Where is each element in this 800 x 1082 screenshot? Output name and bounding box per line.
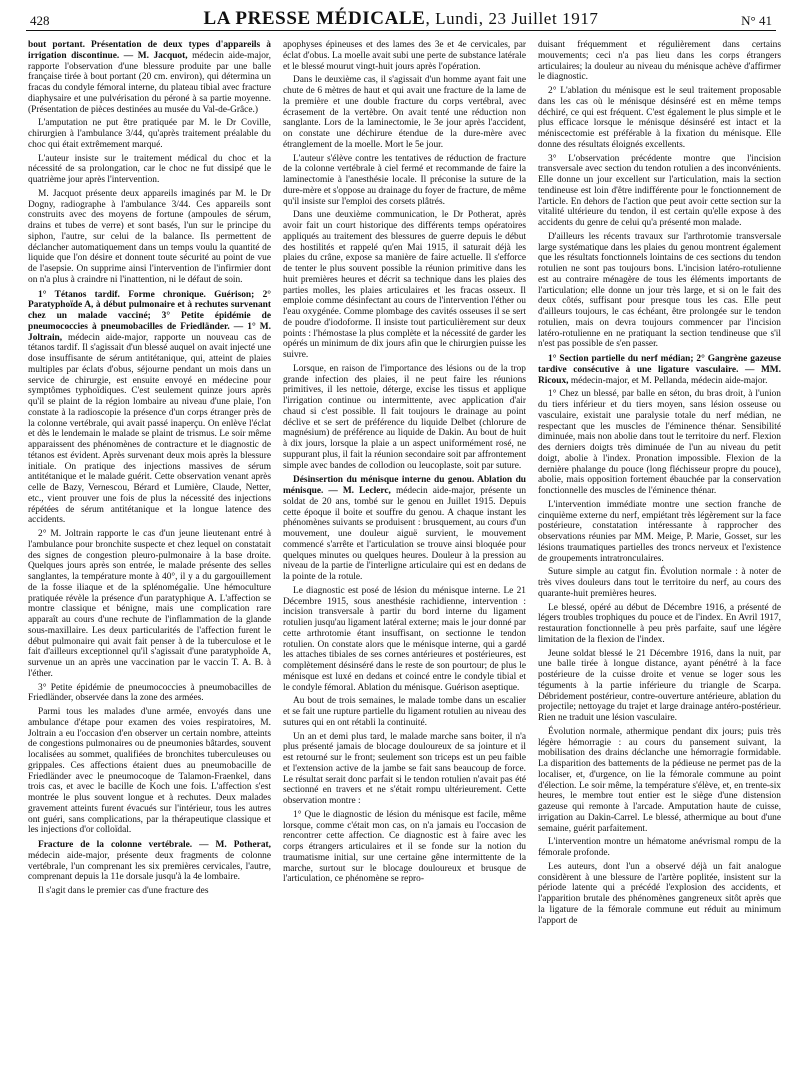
paragraph: Dans le deuxième cas, il s'agissait d'un homme ayant fait une chute de 6 mètres de haut et qui avait une fracture de la lame de la première et une double fracture du corps vertébral, avec écrasement de la vertèbre. On avait tenté une réduction non sanglante. Lors de la laminectomie, le 3e jour après l'accident, on constate une déchirure étendue de la dure-mère avec étranglement de la moelle. Mort le 5e jour. — [283, 75, 526, 150]
paragraph: L'intervention montre un hématome anévrismal rompu de la fémorale profonde. — [538, 837, 781, 858]
issue-date: , Lundi, 23 Juillet 1917 — [425, 9, 599, 28]
paragraph: 1° Tétanos tardif. Forme chronique. Guérison; 2° Paratyphoïde A, à début pulmonaire et à rechutes survenant chez un malade vacciné; 3° Petite épidémie de pneumococcies à pneumobacilles de Friedländer. — 1° M. Joltrain, médecin aide-major, rapporte un nouveau cas de tétanos tardif. Il s'agissait d'un blessé auquel on avait injecté une dose insuffisante de sérum antitétanique, qui, atteint de plaies multiples par éclats d'obus, séjourne pendant un mois dans un service de chirurgie, est ensuite envoyé en médecine pour symptômes typhoïdiques. C'est seulement quinze jours après qu'il se plaint de la région lombaire au niveau d'une plaie, l'on constate à la radioscopie la présence d'un corps étranger près de la colonne vertébrale, qui avait passé inaperçu. On enlève l'éclat et dès le lendemain le malade se plaint de trismus. Le soir même apparaissent des phénomènes de contracture et le diagnostic de tétanos est évident. Après survenant deux mois après la blessure initiale. On pratique des injections massives de sérum antitétanique et le malade guérit. Cette observation venant après celle de Bazy, Vernescou, Bérard et Lumière, Claude, Netter, etc., vient prouver une fois de plus la nécessité des injections répétées de sérum antitétanique et la longue latence des accidents. — [28, 289, 271, 526]
running-title — [26, 8, 776, 30]
page-header — [26, 6, 776, 31]
paragraph: Jeune soldat blessé le 21 Décembre 1916, dans la nuit, par une balle tirée à longue distance, ayant pénétré à la face postérieure de la cuisse droite et venue se loger sous les téguments à la partie inférieure du triangle de Scarpa. Débridement postérieur, contre-ouverture antérieure, ablation du projectile; nettoyage du trajet et large drainage antéro-postérieur. Rien ne traduit une lésion vasculaire. — [538, 648, 781, 723]
paragraph: 2° M. Joltrain rapporte le cas d'un jeune lieutenant entré à l'ambulance pour bronchite suspecte et chez lequel on constatait des signes de congestion pleuro-pulmonaire à la base droite. Quelques jours après son entrée, le malade présente des selles sanglantes, la température monte à 40°, il y a du gargouillement de la fosse iliaque et de la splénomégalie. Une hémoculture pratiquée révèle la présence d'un paratyphique A. L'affection se montre classique et bénigne, mais une complication rare apparaît au cours d'une rechute de l'inflammation de la glande sous-maxillaire. Les deux particularités de l'affection furent le début pulmonaire qui avait fait penser à de la tuberculose et le fait d'ailleurs exceptionnel qu'il s'agissait d'une paratyphoïde A, survenue un an après une vaccination par le vaccin T. A. B. à l'éther. — [28, 529, 271, 679]
paragraph: Le diagnostic est posé de lésion du ménisque interne. Le 21 Décembre 1915, sous anesthésie rachidienne, intervention : incision transversale à partir du bord interne du ligament rotulien jusqu'au ligament latéral externe; mais le jour donné par cette arthrotomie étant insuffisant, on sectionne le tendon rotulien. On constate alors que le ménisque interne, qui a gardé les attaches tibiales de ses cornes antérieures et postérieures, est complètement désinséré dans le reste de son pourtour; de plus le ménisque est luxé en dedans et coincé entre le condyle tibial et le condyle fémoral. Ablation du ménisque. Guérison aseptique. — [283, 585, 526, 693]
paragraph: M. Jacquot présente deux appareils imaginés par M. le Dr Dogny, radiographe à l'ambulance 3/44. Ces appareils sont construits avec des moyens de fortune (ampoules de sérum, drains et tubes de verre) et sont basés, l'un sur le principe du siphon, l'autre, sur celui de la balance. Ils permettent de déclancher automatiquement dans un temps voulu la quantité de liquide que l'on désire et donnent toute sécurité au point de vue de l'asepsie. On supprime ainsi l'intervention de l'infirmier dont on n'a plus à craindre ni l'inattention, ni le défaut de soin. — [28, 188, 271, 285]
paragraph: 1° Que le diagnostic de lésion du ménisque est facile, même lorsque, comme c'était mon cas, on n'a jamais eu l'occasion de rencontrer cette affection. Ce diagnostic est à faire avec les corps étrangers articulaires et il se fonde sur la notion du traumatisme initial, sur une certaine gêne intermittente de la marche, surtout sur le blocage douloureux et brusque de l'articulation, ce phénomène se repro- — [283, 809, 526, 885]
paragraph: Un an et demi plus tard, le malade marche sans boiter, il n'a plus présenté jamais de blocage douloureux de sa jointure et il est retourné sur le front; seulement son triceps est un peu faible et l'extension active de la jambe se fait sans beaucoup de force. Le résultat serait donc parfait si le tendon rotulien n'avait pas été sectionné en travers et ne s'était rompu ultérieurement. Cette observation montre : — [283, 731, 526, 806]
paragraph: Le blessé, opéré au début de Décembre 1916, a présenté de légers troubles trophiques du pouce et de l'index. En Avril 1917, restauration fonctionnelle à peu près parfaite, sauf une légère limitation de la flexion de l'index. — [538, 602, 781, 645]
journal-title: LA PRESSE MÉDICALE — [203, 8, 426, 29]
column-3 — [538, 40, 781, 1074]
paragraph: D'ailleurs les récents travaux sur l'arthrotomie transversale large systématique dans les plaies du genou montrent également que les résultats fonctionnels lointains de ces sections du tendon rotulien ne sont pas toujours bons. L'incision latéro-rotulienne est au contraire ménagère de tous les éléments importants de l'articulation; elle donne un jour très large, et si on le fait des deux côtés, suffisant pour presque tous les cas. Elle peut d'ailleurs toujours, le cas échéant, être prolongée sur le tendon rotulien, mais on devra toujours commencer par l'incision latéro-rotulienne en ne pratiquant la section tendineuse que s'il n'est pas possible de s'en passer. — [538, 231, 781, 350]
section-heading: Fracture de la colonne vertébrale. — M. Potherat, — [38, 840, 271, 850]
section-heading: Désinsertion du ménisque interne du genou. Ablation du ménisque. — M. Leclerc, — [283, 475, 526, 496]
column-1 — [28, 40, 271, 1074]
paragraph: L'auteur s'élève contre les tentatives de réduction de fracture de la colonne vertébrale à ciel fermé et recommande de faire la laminectomie à l'anesthésie locale. Il préconise la suture de la dure-mère et s'oppose au drainage du foyer de fracture, de même qu'il insiste sur l'emploi des corsets plâtrés. — [283, 153, 526, 207]
paragraph: Dans une deuxième communication, le Dr Potherat, après avoir fait un court historique des différents temps opératoires appliqués au traitement des blessures de guerre depuis le début des hostilités et rappelé qu'en Mai 1915, il saturait déjà les plaies du crâne, expose sa manière de faire actuelle. Il s'efforce de tenter le plus souvent possible la réunion primitive dans les huit premières heures et décrit sa technique dans les plaies des parties molles, les plaies articulaires et les fracas osseux. Il emploie comme désinfectant au cours de l'intervention l'éther ou l'eau oxygénée. Comme plombage des cavités osseuses il se sert de poudre d'iodoforme. Il insiste tout particulièrement sur deux points : l'hémostase la plus complète et la nécessité de garder les opérés un minimum de dix jours afin que le chirurgien puisse les suivre. — [283, 210, 526, 360]
column-2 — [283, 40, 526, 1074]
section-heading: 1° Tétanos tardif. Forme chronique. Guérison; 2° Paratyphoïde A, à début pulmonaire et à rechutes survenant chez un malade vacciné; 3° Petite épidémie de pneumococcies à pneumobacilles de Friedländer. — 1° M. Joltrain, — [28, 289, 271, 343]
section-heading: bout portant. Présentation de deux types d'appareils à irrigation discontinue. — M. Jacquot, — [28, 40, 271, 61]
paragraph: Lorsque, en raison de l'importance des lésions ou de la trop grande infection des plaies, il ne peut faire les réunions primitives, il les nettoie, déterge, excise les tissus et applique l'irrigation continue ou intermittente, avec application d'air chaud si c'est possible. Il fait toujours le drainage au point déclive et se sert de préférence du liquide Delbet (chlorure de magnésium) de préférence au liquide de Dakin. Au bout de huit à dix jours, lorsque la plaie a un aspect uniformément rosé, ne suppurant plus, il fait la réunion secondaire soit par affrontement simple avec bandes de collodion ou leucoplaste, soit par suture. — [283, 363, 526, 471]
paragraph: 2° L'ablation du ménisque est le seul traitement proposable dans les cas où le ménisque désinséré est en même temps déchiré, ce qui est fréquent. C'est également le plus simple et le plus efficace lorsque le ménisque désinséré est intact et la méniscectomie est préférable à la fixation du ménisque. Elle donne des résultats éloignés excellents. — [538, 86, 781, 150]
paragraph: bout portant. Présentation de deux types d'appareils à irrigation discontinue. — M. Jacquot, médecin aide-major, rapporte l'observation d'une blessure produite par une balle française tirée à bout portant (20 cm. environ), qui détermina un fracas du condyle fémoral interne, du plateau tibial avec fracture diaphysaire et une pulvérisation du péroné à sa partie moyenne. (Présentation de pièces destinées au musée du Val-de-Grâce.) — [28, 40, 271, 115]
paragraph: Désinsertion du ménisque interne du genou. Ablation du ménisque. — M. Leclerc, médecin aide-major, présente un soldat de 20 ans, tombé sur le genou en Juillet 1915. Depuis cette époque il boite et souffre du genou. A chaque instant les phénomènes suivants se produisent : brusquement, au cours d'un mouvement, une douleur aiguë survient, le mouvement commencé s'arrête et l'articulation se trouve ainsi bloquée pour quelques minutes ou quelques heures. Douleur à la pression au niveau de la partie de l'interligne articulaire qui est en dedans de la pointe de la rotule. — [283, 475, 526, 582]
paragraph: Au bout de trois semaines, le malade tombe dans un escalier et se fait une rupture partielle du ligament rotulien au niveau des sutures qui en ont rétabli la continuité. — [283, 696, 526, 728]
paragraph: 3° L'observation précédente montre que l'incision transversale avec section du tendon rotulien a des inconvénients. Elle donne un jour excellent sur l'articulation, mais la section tendineuse est loin d'être indifférente pour le fonctionnement de l'article. En dehors de l'action que peut avoir cette section sur la vitalité ultérieure du tendon, il est certain qu'elle expose à des accidents du genre de celui qu'a présenté mon malade. — [538, 153, 781, 228]
paragraph: L'auteur insiste sur le traitement médical du choc et la nécessité de sa prolongation, car le choc ne fut dissipé que le quatrième jour après l'intervention. — [28, 153, 271, 185]
paragraph: duisant fréquemment et régulièrement dans certains mouvements; ceci n'a pas lieu dans les corps étrangers articulaires; la douleur au niveau du ménisque achève d'affirmer le diagnostic. — [538, 40, 781, 83]
section-heading: 1° Section partielle du nerf médian; 2° Gangrène gazeuse tardive consécutive à une ligature vasculaire. — MM. Ricoux, — [538, 354, 781, 386]
paragraph: Les auteurs, dont l'un a observé déjà un fait analogue considèrent à une blessure de l'artère poplitée, insistent sur la période latente qui a précédé l'explosion des accidents, et l'apparition brutale des phénomènes gangreneux sitôt après que la ligature de la fémorale commune eut réduit au minimum l'apport de — [538, 861, 781, 926]
paragraph: Fracture de la colonne vertébrale. — M. Potherat, médecin aide-major, présente deux fragments de colonne vertébrale, l'un comprenant les six premières cervicales, l'autre, comprenant depuis la 11e dorsale jusqu'à la 4e lombaire. — [28, 840, 271, 883]
paragraph: 1° Chez un blessé, par balle en séton, du bras droit, à l'union du tiers inférieur et du tiers moyen, sans lésion osseuse ou vasculaire, existait une paralysie totale du nerf médian, ne respectant que les muscles de l'éminence thénar. Sensibilité diminuée, mais non abolie dans tout le territoire du nerf. Flexion des derniers doigts très diminuée de l'un au niveau du petit doigt, abolie à l'index. Pronation impossible. Flexion de la dernière phalange du pouce (long fléchisseur propre du pouce), abolie, mais opposition fortement ébauchée par la conservation fonctionnelle des muscles de l'éminence thénar. — [538, 389, 781, 496]
paragraph: 1° Section partielle du nerf médian; 2° Gangrène gazeuse tardive consécutive à une ligature vasculaire. — MM. Ricoux, médecin-major, et M. Pellanda, médecin aide-major. — [538, 354, 781, 386]
page-number: 428 — [30, 13, 50, 28]
paragraph: Parmi tous les malades d'une armée, envoyés dans une ambulance d'étape pour examen des voies respiratoires, M. Joltrain a eu l'occasion d'en observer un certain nombre, atteints de congestions pulmonaires ou de pneumonies bâtardes, souvent localisées au sommet, qualifiées de bronchites tuberculeuses ou grippales. Ces affections étaient dues au pneumobacille de Friedländer avec le pneumocoque de Talamon-Fraenkel, dans trois cas, et avec le bacille de Koch une fois. L'affection s'est montrée le plus souvent longue et à rechutes. Deux malades gravement atteints furent évacués sur l'intérieur, tous les autres ont guéri, sans complications, par la thérapeutique classique et les injections d'or colloïdal. — [28, 707, 271, 836]
paragraph: L'intervention immédiate montre une section franche de cinquième externe du nerf, empiétant très légèrement sur la face postérieure, constatation intéressante à rapprocher des observations réunies par MM. Meige, P. Marie, Gosset, sur les lésions traumatiques partielles des troncs nerveux et l'existence de groupements intratronculaires. — [538, 499, 781, 564]
paragraph: Suture simple au catgut fin. Évolution normale : à noter de très vives douleurs dans tout le territoire du nerf, au cours des quarante-huit premières heures. — [538, 567, 781, 599]
paragraph: apophyses épineuses et des lames des 3e et 4e cervicales, par éclat d'obus. La moelle avait subi une perte de substance latérale et le blessé mourut vingt-huit jours après l'opération. — [283, 40, 526, 72]
paragraph: Il s'agit dans le premier cas d'une fracture des — [38, 886, 209, 896]
paragraph: Évolution normale, athermique pendant dix jours; puis très légère hémorragie : au cours du pansement suivant, la mobilisation des drains déclanche une hémorragie formidable. La disparition des battements de la pédieuse ne permet pas de la localiser, et, d'urgence, on lie la fémorale commune au point d'élection. Le soir même, la température s'élève, et, en trente-six heures, le membre tout entier est le siège d'une distension gazeuse qui remonte à l'arcade. Amputation haute de cuisse, irrigation au Dakin-Carrel. Le blessé, athermique au bout d'une semaine, guérit parfaitement. — [538, 726, 781, 834]
paragraph: 3° Petite épidémie de pneumococcies à pneumobacilles de Friedländer, observée dans la zone des armées. — [28, 682, 271, 704]
issue-number: N° 41 — [741, 13, 772, 28]
paragraph: L'amputation ne put être pratiquée par M. le Dr Coville, chirurgien à l'ambulance 3/44, qu'après traitement préalable du choc qui était extrêmement marqué. — [28, 118, 271, 150]
